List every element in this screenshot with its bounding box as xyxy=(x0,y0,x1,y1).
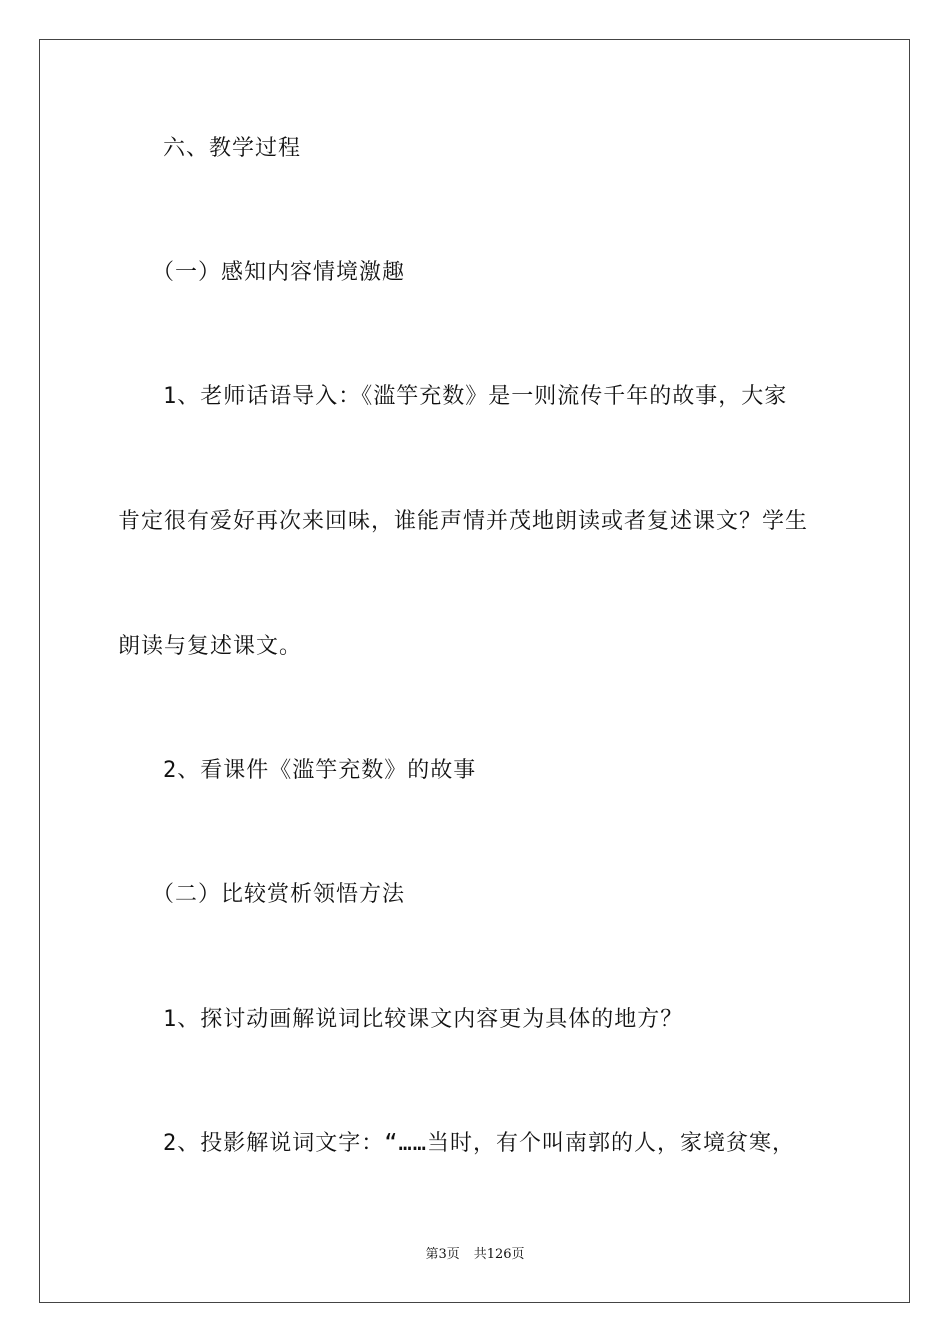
paragraph-line: 肯定很有爱好再次来回味，谁能声情并茂地朗读或者复述课文？学生 xyxy=(118,509,809,534)
page-footer xyxy=(0,1246,950,1264)
subsection-heading: （二）比较赏析领悟方法 xyxy=(152,882,406,907)
total-pages: 共126页 xyxy=(473,1247,525,1262)
paragraph-line: 1、探讨动画解说词比较课文内容更为具体的地方？ xyxy=(163,1007,684,1032)
section-heading: 六、教学过程 xyxy=(163,136,302,161)
paragraph-line: 朗读与复述课文。 xyxy=(118,634,303,659)
paragraph-line: 2、投影解说词文字：“……当时，有个叫南郭的人，家境贫寒， xyxy=(163,1131,795,1156)
paragraph-line: 1、老师话语导入：《滥竽充数》是一则流传千年的故事，大家 xyxy=(163,384,788,409)
subsection-heading: （一）感知内容情境激趣 xyxy=(152,260,406,285)
page-border xyxy=(39,39,910,1303)
page-number: 第3页 xyxy=(425,1247,460,1262)
paragraph-line: 2、看课件《滥竽充数》的故事 xyxy=(163,758,477,783)
